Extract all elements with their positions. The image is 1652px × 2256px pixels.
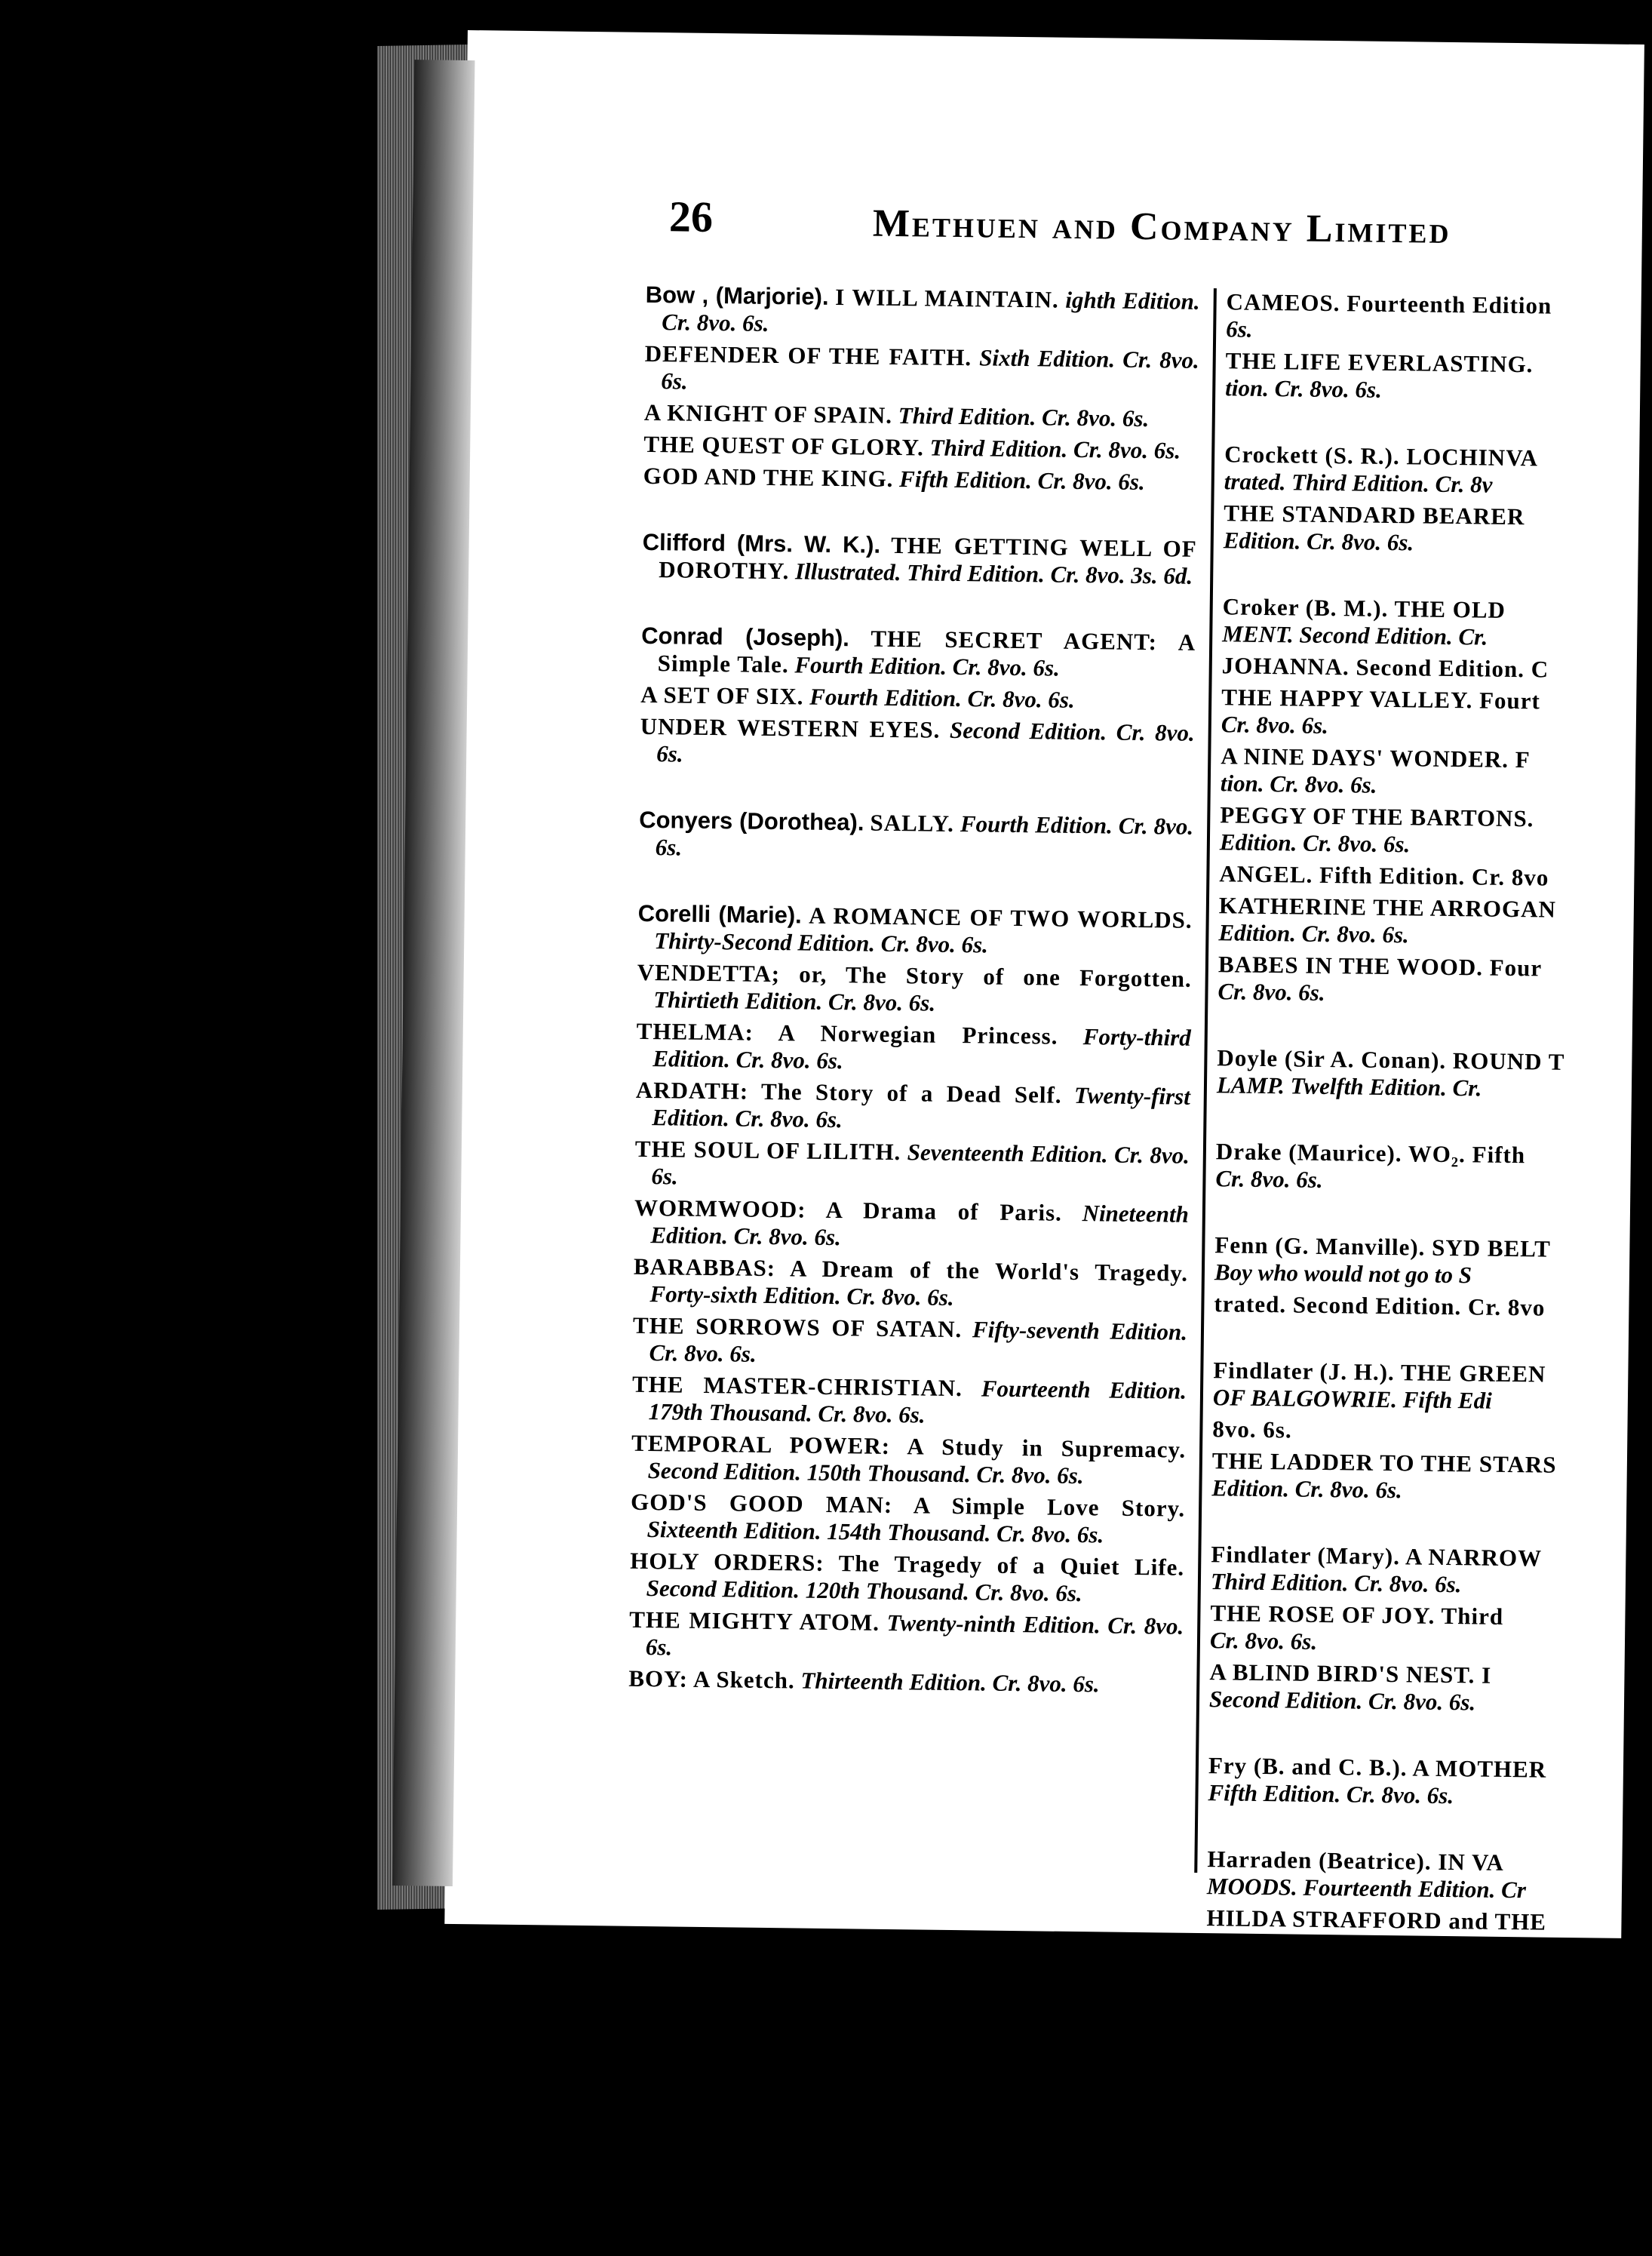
entry-line: Edition. Cr. 8vo. 6s. — [1223, 527, 1414, 556]
entry-meta: Fourteenth Edition. 179th Thousand. Cr. 8vo. 6s. — [648, 1375, 1187, 1428]
catalogue-entry — [639, 807, 1194, 868]
entry-line: Drake (Maurice). WO₂. Fifth — [1215, 1138, 1526, 1169]
entry-line: Croker (B. M.). THE OLD — [1222, 593, 1506, 623]
entry-line: PEGGY OF THE BARTONS. — [1220, 801, 1534, 832]
entry-author: Clifford (Mrs. W. K.). — [642, 528, 881, 558]
entry-line: Cr. 8vo. 6s. — [1215, 1165, 1323, 1193]
entry-title: THE QUEST OF GLORY. — [643, 430, 925, 461]
entry-meta: Twenty-first Edition. Cr. 8vo. 6s. — [652, 1081, 1191, 1133]
entry-line: THE ROSE OF JOY. Third — [1210, 1600, 1504, 1630]
entry-line: MOODS. Fourteenth Edition. Cr — [1206, 1873, 1527, 1904]
catalogue-column-right — [1204, 288, 1649, 2118]
entry-line: 8vo. 6s. — [1212, 1415, 1292, 1443]
entry-meta: Fourth Edition. Cr. 8vo. 6s. — [655, 810, 1194, 861]
entry-title: THE SECRET AGENT: A Simple Tale. — [657, 625, 1196, 678]
entry-line: Edition. Cr. 8vo. 6s. — [1218, 919, 1410, 948]
entry-line: KATHERINE THE ARROGAN — [1218, 892, 1557, 923]
entry-meta: Second Edition. Cr. 8vo. 6s. — [656, 716, 1195, 767]
entry-line: Doyle (Sir A. Conan). ROUND T — [1217, 1044, 1565, 1075]
entry-line: JOHANNA. Second Edition. C — [1221, 652, 1549, 683]
entry-line: Findlater (J. H.). THE GREEN — [1213, 1357, 1546, 1388]
entry-title: THE SOUL OF LILITH. — [634, 1135, 901, 1166]
entry-line: Cr. 8vo. 6s. — [1209, 1627, 1318, 1655]
catalogue-entry — [631, 1430, 1186, 1491]
catalogue-entry — [641, 622, 1196, 684]
entry-line: LAMP. Twelfth Edition. Cr. — [1216, 1071, 1482, 1102]
catalogue-entry — [1224, 499, 1647, 559]
entry-line: Edition. Cr. 8vo. 6s. — [1211, 1474, 1403, 1504]
page-number: 26 — [668, 192, 714, 241]
entry-title: BARABBAS: A Dream of the World's Tragedy. — [633, 1252, 1189, 1286]
entry-author: Bow , (Marjorie). — [645, 281, 829, 310]
entry-line: Hauptmann (Gerhart). THE F — [1204, 2061, 1530, 2092]
catalogue-entry — [633, 1253, 1188, 1314]
catalogue-entry — [1222, 593, 1645, 653]
catalogue-entry — [644, 340, 1199, 401]
entry-meta: ighth Edition. Cr. 8vo. 6s. — [662, 286, 1200, 337]
entry-title: WORMWOOD: A Drama of Paris. — [634, 1194, 1063, 1226]
catalogue-entry — [1222, 652, 1644, 684]
entry-meta: Forty-third Edition. Cr. 8vo. 6s. — [653, 1023, 1191, 1074]
entry-line: tion. Cr. 8vo. 6s. — [1220, 770, 1377, 798]
entry-meta: Thirteenth Edition. Cr. 8vo. 6s. — [800, 1667, 1100, 1698]
catalogue-entry — [1210, 1600, 1633, 1659]
entry-line: Fenn (G. Manville). SYD BELT — [1214, 1231, 1552, 1262]
entry-title: A ROMANCE OF TWO WORLDS. — [809, 902, 1193, 933]
entry-meta: Third Edition. Cr. 8vo. 6s. — [898, 402, 1150, 432]
entry-line: TANCE MAN. Twelfth Editi — [1205, 1932, 1480, 1962]
catalogue-entry — [634, 1136, 1190, 1197]
entry-line: 6s. — [1226, 315, 1253, 343]
entry-title: GOD AND THE KING. — [643, 462, 894, 492]
entry-line: A BLIND BIRD'S NEST. I — [1209, 1658, 1492, 1689]
entry-line: HILDA STRAFFORD and THE — [1206, 1904, 1547, 1935]
catalogue-entry — [629, 1606, 1184, 1667]
entry-title: HOLY ORDERS: The Tragedy of a Quiet Life. — [630, 1547, 1185, 1581]
catalogue-entry — [643, 431, 1198, 465]
entry-line: A NINE DAYS' WONDER. F — [1221, 742, 1531, 773]
catalogue-entry — [1224, 441, 1647, 500]
catalogue-entry — [640, 681, 1195, 715]
entry-line: Second Edition. Cr. 8vo. 6s. — [1208, 1686, 1476, 1716]
catalogue-entry — [1225, 347, 1648, 407]
entry-title: A KNIGHT OF SPAIN. — [643, 398, 893, 429]
entry-line: tion. Cr. 8vo. 6s. — [1225, 374, 1383, 403]
entry-line: OF BALGOWRIE. Fifth Edi — [1212, 1384, 1492, 1414]
entry-line: CHRIST. Cr. 8vo. 6s. — [1204, 2088, 1408, 2118]
catalogue-entry — [1211, 1447, 1635, 1507]
catalogue-entry — [1220, 801, 1643, 861]
entry-line: Boy who would not go to S — [1214, 1259, 1472, 1289]
catalogue-entry — [632, 1312, 1187, 1373]
entry-meta: Fifth Edition. Cr. 8vo. 6s. — [898, 466, 1145, 496]
entry-line: Findlater (Mary). A NARROW — [1211, 1541, 1543, 1572]
entry-title: VENDETTA; or, The Story of one Forgotten. — [637, 958, 1192, 992]
entry-meta: Sixth Edition. Cr. 8vo. 6s. — [661, 344, 1199, 395]
entry-line: Cr. 8vo. 6s. — [1221, 711, 1329, 739]
entry-meta: Thirtieth Edition. Cr. 8vo. 6s. — [653, 986, 936, 1016]
entry-meta: Third Edition. Cr. 8vo. 6s. — [929, 434, 1181, 464]
catalogue-entry — [631, 1489, 1186, 1550]
entry-line: Fry (B. and C. B.). A MOTHER — [1208, 1752, 1547, 1783]
entry-line: THE LIFE EVERLASTING. — [1225, 347, 1534, 378]
entry-line: MENT. Second Edition. Cr. — [1222, 620, 1488, 650]
entry-line: trated. Third Edition. Cr. 8v — [1224, 468, 1493, 498]
entry-line: Fifth Edition. Cr. 8vo. 6s. — [1208, 1779, 1454, 1809]
entry-title: ARDATH: The Story of a Dead Self. — [635, 1076, 1062, 1108]
catalogue-entry — [642, 529, 1197, 590]
entry-title: TEMPORAL POWER: A Study in Supremacy. — [631, 1429, 1187, 1463]
entry-meta: Thirty-Second Edition. Cr. 8vo. 6s. — [654, 927, 989, 958]
catalogue-entry — [1207, 1846, 1630, 1905]
entry-line: THE HAPPY VALLEY. Fourt — [1221, 684, 1541, 715]
catalogue-entry — [1221, 684, 1644, 743]
page-header — [668, 191, 1650, 263]
entry-meta: Fifty-seventh Edition. Cr. 8vo. 6s. — [649, 1316, 1188, 1367]
catalogue-entry — [643, 463, 1198, 496]
entry-line: Cr. 8vo. 6s. — [1218, 978, 1325, 1006]
entry-title: I WILL MAINTAIN. — [835, 283, 1059, 313]
catalogue-entry — [640, 713, 1195, 774]
entry-line: THE STANDARD BEARER — [1224, 499, 1525, 530]
entry-title: THE MASTER-CHRISTIAN. — [631, 1370, 963, 1402]
catalogue-entry — [1209, 1658, 1632, 1718]
catalogue-entry — [1208, 1752, 1631, 1812]
entry-line: Edition. Cr. 8vo. 6s. — [1219, 828, 1411, 858]
entry-meta: Nineteenth Edition. Cr. 8vo. 6s. — [650, 1200, 1190, 1251]
catalogue-entry — [1218, 951, 1641, 1010]
entry-line: Crockett (S. R.). LOCHINVA — [1224, 441, 1539, 472]
catalogue-entry — [1215, 1138, 1638, 1197]
catalogue-entry — [631, 1371, 1187, 1432]
catalogue-entry — [636, 1018, 1191, 1079]
catalogue-entry — [1205, 1995, 1628, 2027]
entry-line: Harraden (Beatrice). IN VA — [1207, 1846, 1504, 1876]
catalogue-entry — [1221, 742, 1644, 802]
entry-author: Conyers (Dorothea). — [639, 806, 864, 836]
catalogue-entry — [1204, 2061, 1627, 2121]
catalogue-entry — [634, 1194, 1189, 1256]
catalogue-entry — [637, 900, 1193, 961]
entry-line: trated. Second Edition. Cr. 8vo — [1214, 1290, 1546, 1321]
entry-meta: Second Edition. 120th Thousand. Cr. 8vo. 6s. — [646, 1575, 1082, 1607]
entry-title: THELMA: A Norwegian Princess. — [636, 1017, 1058, 1050]
catalogue-entry — [1205, 1963, 1628, 1996]
entry-title: DEFENDER OF THE FAITH. — [644, 340, 972, 371]
entry-title: SALLY. — [870, 809, 955, 837]
entry-title: THE MIGHTY ATOM. — [629, 1606, 880, 1636]
entry-meta: Fourth Edition. Cr. 8vo. 6s. — [809, 683, 1075, 713]
entry-line: 8vo. 6s. — [1205, 1963, 1286, 1991]
entry-line: Third Edition. Cr. 8vo. 6s. — [1210, 1568, 1462, 1598]
entry-meta: Seventeenth Edition. Cr. 8vo. 6s. — [651, 1139, 1190, 1190]
entry-meta: Second Edition. 150th Thousand. Cr. 8vo. 6s. — [647, 1457, 1084, 1489]
entry-title: THE GETTING WELL OF DOROTHY. — [659, 531, 1197, 585]
catalogue-entry — [1206, 1904, 1629, 1964]
entry-title: A SET OF SIX. — [640, 681, 804, 710]
entry-line: ANGEL. Fifth Edition. Cr. 8vo — [1219, 860, 1549, 891]
entry-author: Corelli (Marie). — [637, 899, 802, 929]
entry-line: CAMEOS. Fourteenth Edition — [1226, 288, 1552, 319]
entry-line: BABES IN THE WOOD. Four — [1218, 951, 1543, 982]
catalogue-entry — [1211, 1541, 1634, 1600]
catalogue-entry — [637, 959, 1192, 1020]
catalogue-entry — [1214, 1231, 1638, 1291]
entry-meta: Fourth Edition. Cr. 8vo. 6s. — [794, 651, 1061, 681]
entry-title: UNDER WESTERN EYES. — [640, 712, 941, 743]
entry-line: INTERPLAY. Fifth Edition. Cr — [1205, 1995, 1540, 2026]
catalogue-entry — [1217, 1044, 1640, 1104]
catalogue-entry — [1212, 1415, 1635, 1448]
catalogue-entry — [635, 1077, 1190, 1138]
entry-line: THE LADDER TO THE STARS — [1211, 1447, 1557, 1478]
catalogue-entry — [1226, 288, 1649, 348]
catalogue-entry — [645, 281, 1200, 343]
catalogue-column-left — [628, 281, 1200, 1704]
catalogue-entry — [644, 399, 1199, 433]
catalogue-entry — [628, 1665, 1183, 1699]
entry-title: GOD'S GOOD MAN: A Simple Love Story. — [630, 1488, 1186, 1522]
entry-title: THE SORROWS OF SATAN. — [632, 1311, 963, 1343]
catalogue-entry — [1218, 892, 1641, 951]
catalogue-entry — [1214, 1290, 1636, 1323]
running-head: Methuen and Company Limited — [872, 201, 1451, 252]
catalogue-entry — [1219, 860, 1641, 893]
entry-meta: Forty-sixth Edition. Cr. 8vo. 6s. — [649, 1280, 954, 1311]
catalogue-entry — [1213, 1357, 1636, 1416]
catalogue-entry — [630, 1548, 1185, 1609]
entry-meta: Sixteenth Edition. 154th Thousand. Cr. 8vo. 6s. — [646, 1516, 1104, 1548]
entry-meta: Illustrated. Third Edition. Cr. 8vo. 3s. 6d. — [794, 558, 1193, 589]
entry-title: BOY: A Sketch. — [628, 1664, 795, 1694]
book-page — [444, 30, 1644, 2118]
entry-meta: Twenty-ninth Edition. Cr. 8vo. 6s. — [645, 1609, 1184, 1661]
entry-author: Conrad (Joseph). — [641, 622, 850, 652]
